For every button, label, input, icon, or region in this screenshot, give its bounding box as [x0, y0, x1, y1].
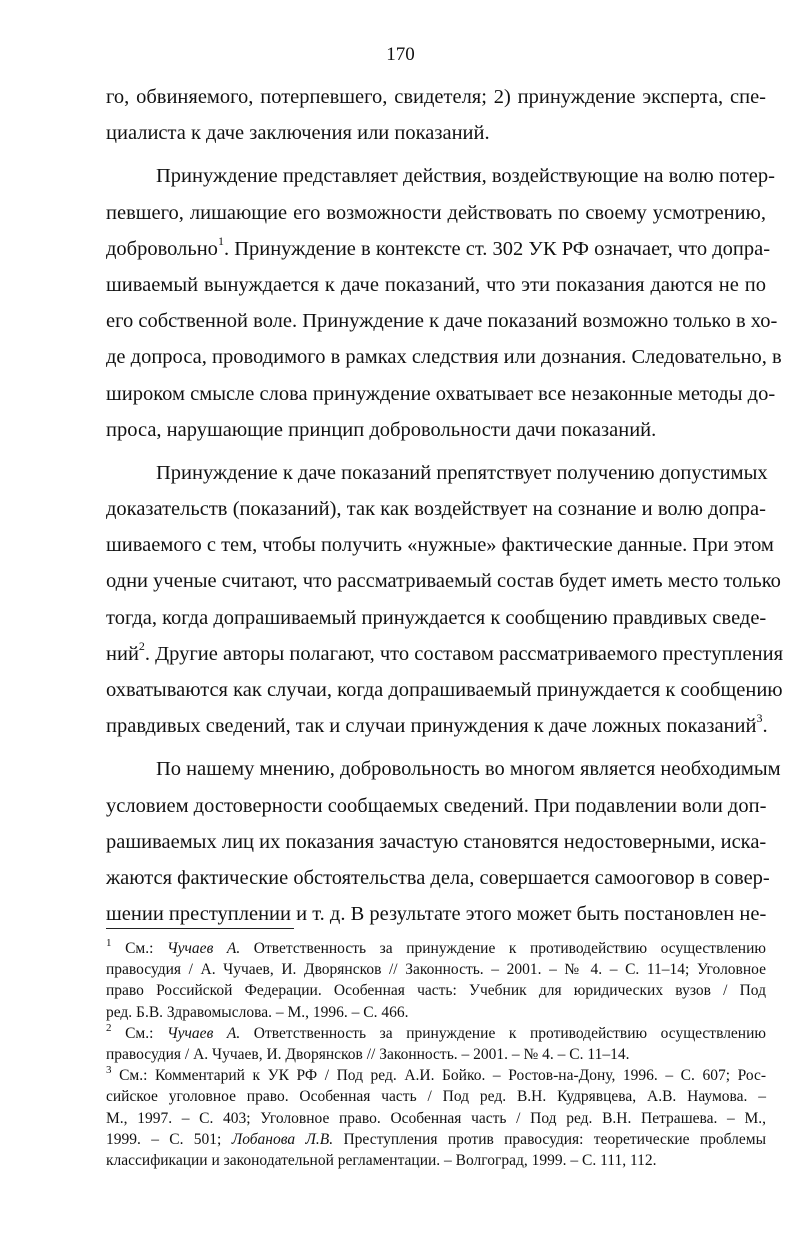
footnote-reference: 2: [106, 1021, 112, 1034]
text-line: шиваемый вынуждается к даче показаний, что эти показания даются не по: [106, 273, 766, 296]
footnote-separator: [106, 928, 294, 929]
footnote-1: [106, 938, 766, 1023]
footnote-line: правосудия / А. Чучаев, И. Дворянсков // Законность. – 2001. – № 4. – С. 11–14.: [106, 1045, 630, 1063]
footnote-line: классификации и законодательной регламентации. – Волгоград, 1999. – С. 111, 112.: [106, 1151, 657, 1169]
text-line: правдивых сведений, так и случаи принуждения к даче ложных показаний$^3$.: [106, 711, 768, 738]
text-line: одни ученые считают, что рассматриваемый состав будет иметь место только: [106, 570, 781, 593]
text-line: ний$^2$. Другие авторы полагают, что составом рассматриваемого преступления: [106, 638, 783, 665]
text-line: шиваемого с тем, чтобы получить «нужные» фактические данные. При этом: [106, 534, 774, 557]
text-line: добровольно$^1$. Принуждение в контексте ст. 302 УК РФ означает, что допра-: [106, 233, 771, 260]
main-text: [106, 79, 783, 932]
text-line: го, обвиняемого, потерпевшего, свидетеля; 2) принуждение эксперта, спе-: [106, 86, 766, 108]
footnote-line: ред. Б.В. Здравомыслова. – М., 1996. – С. 466.: [106, 1003, 409, 1021]
footnote-line: $^3$ См.: Комментарий к УК РФ / Под ред. А.И. Бойко. – Ростов-на-Дону, 1996. – С. 607; Рос-: [106, 1063, 766, 1085]
footnotes: [106, 938, 766, 1171]
text-line: циалиста к даче заключения или показаний.: [106, 122, 490, 145]
text-line: шении преступлении и т. д. В результате этого может быть постановлен не-: [106, 903, 767, 926]
italic-author: Чучаев А.: [166, 1024, 241, 1042]
text-line: доказательств (показаний), так как воздействует на сознание и волю допра-: [106, 498, 766, 521]
paragraph: [106, 455, 783, 745]
italic-author: Чучаев А.: [166, 940, 241, 957]
paragraph: [106, 751, 781, 932]
text-line: де допроса, проводимого в рамках следствия или дознания. Следовательно, в: [106, 346, 782, 369]
text-line: проса, нарушающие принцип добровольности дачи показаний.: [106, 418, 657, 441]
text-line: жаются фактические обстоятельства дела, совершается самооговор в совер-: [106, 866, 770, 889]
italic-author: Лобанова Л.В.: [231, 1130, 334, 1148]
footnote-reference: 3: [756, 711, 763, 726]
footnote-line: $^1$ См.: Чучаев А. Ответственность за принуждение к противодействию осуществлению: [106, 936, 766, 957]
footnote-reference: 2: [138, 638, 145, 653]
text-line: рашиваемых лиц их показания зачастую становятся недостоверными, иска-: [106, 830, 767, 853]
footnote-reference: 1: [106, 936, 112, 949]
footnote-line: сийское уголовное право. Особенная часть / Под ред. В.Н. Кудрявцева, А.В. Наумова. –: [106, 1088, 766, 1106]
page-number: 170: [386, 44, 415, 65]
footnote-reference: 3: [106, 1063, 112, 1076]
text-line: Принуждение представляет действия, воздействующие на волю потер-: [156, 165, 775, 188]
footnote-line: М., 1997. – С. 403; Уголовное право. Особенная часть / Под ред. В.Н. Петрашева. – М.,: [106, 1109, 766, 1127]
paragraph: [106, 158, 782, 448]
text-line: певшего, лишающие его возможности действовать по своему усмотрению,: [106, 201, 766, 224]
footnote-3: [106, 1065, 766, 1171]
text-line: По нашему мнению, добровольность во многом является необходимым: [156, 758, 781, 781]
text-line: его собственной воле. Принуждение к даче показаний возможно только в хо-: [106, 310, 778, 333]
text-line: тогда, когда допрашиваемый принуждается к сообщению правдивых сведе-: [106, 606, 767, 629]
footnote-reference: 1: [217, 233, 224, 248]
text-line: широком смысле слова принуждение охватывает все незаконные методы до-: [106, 382, 776, 405]
footnote-line: право Российской Федерации. Особенная часть: Учебник для юридических вузов / Под: [106, 982, 766, 1000]
text-line: Принуждение к даче показаний препятствует получению допустимых: [156, 461, 768, 484]
footnote-line: правосудия / А. Чучаев, И. Дворянсков // Законность. – 2001. – № 4. – С. 11–14; Уголовное: [106, 961, 766, 979]
footnote-line: $^2$ См.: Чучаев А. Ответственность за принуждение к противодействию осуществлению: [106, 1021, 766, 1042]
paragraph: [106, 79, 766, 151]
text-line: охватываются как случаи, когда допрашиваемый принуждается к сообщению: [106, 679, 783, 701]
footnote-2: [106, 1023, 766, 1065]
text-line: условием достоверности сообщаемых сведений. При подавлении воли доп-: [106, 794, 767, 817]
footnote-line: 1999. – С. 501; Лобанова Л.В. Преступления против правосудия: теоретические проблемы: [106, 1130, 767, 1148]
